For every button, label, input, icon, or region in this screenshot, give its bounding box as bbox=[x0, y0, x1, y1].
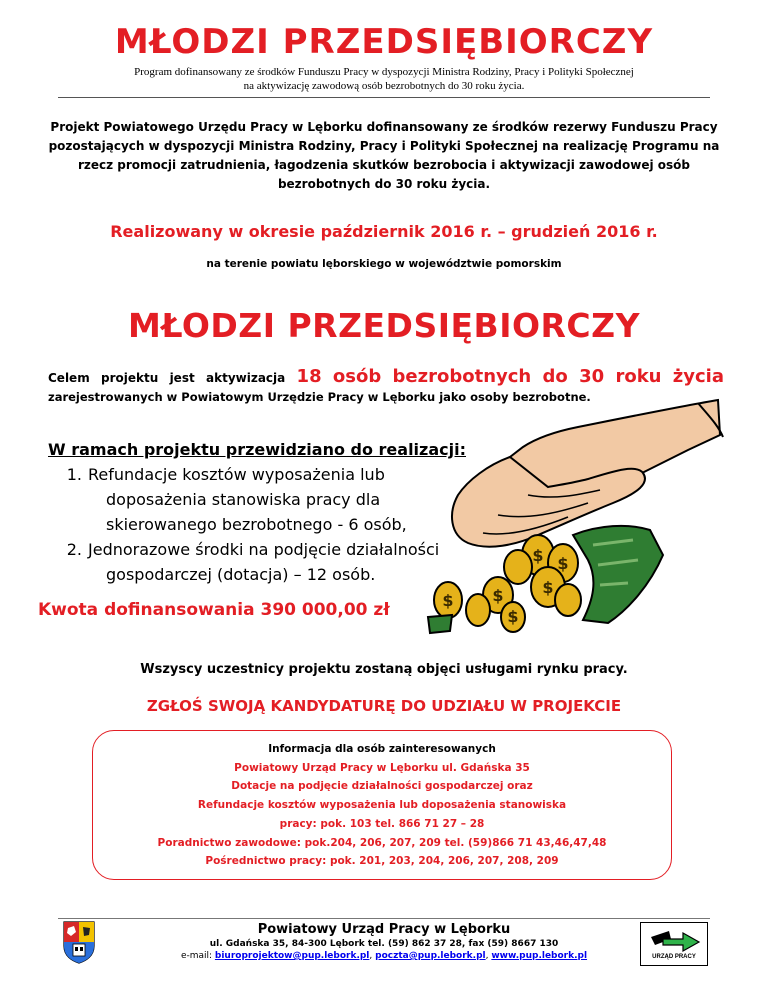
info-line: pracy: pok. 103 tel. 866 71 27 – 28 bbox=[279, 817, 485, 830]
goal-word: Celem bbox=[48, 371, 90, 385]
page-title: MŁODZI PRZEDSIĘBIORCZY bbox=[114, 22, 654, 62]
email-label: e-mail: bbox=[180, 951, 215, 961]
goal-highlight: życia bbox=[672, 366, 724, 387]
list-item-line: Jednorazowe środki na podjęcie działalności bbox=[88, 540, 440, 559]
urzad-pracy-logo bbox=[640, 922, 708, 966]
goal-word: aktywizacja bbox=[206, 371, 286, 385]
website-link[interactable]: www.pup.lebork.pl bbox=[491, 951, 588, 961]
info-line: Refundacje kosztów wyposażenia lub doposażenia stanowiska bbox=[197, 799, 567, 812]
goal-highlight: 18 bbox=[296, 366, 322, 387]
list-item bbox=[48, 537, 439, 587]
goal-highlight: 30 bbox=[579, 366, 605, 387]
program-line-1: Program dofinansowany ze środków Funduszu Pracy w dyspozycji Ministra Rodziny, Pracy i Polityki Społecznej bbox=[134, 66, 634, 78]
goal-highlight: osób bbox=[332, 366, 382, 387]
separator: , bbox=[485, 951, 492, 961]
goal-word: projektu bbox=[101, 371, 159, 385]
arrow-icon bbox=[641, 925, 707, 955]
separator: , bbox=[369, 951, 376, 961]
footer-address: ul. Gdańska 35, 84-300 Lębork tel. (59) 862 37 28, fax (59) 8667 130 bbox=[209, 939, 559, 949]
goal-highlight: do bbox=[542, 366, 568, 387]
info-line: Powiatowy Urząd Pracy w Lęborku ul. Gdańska 35 bbox=[234, 761, 530, 774]
all-participants-note: Wszyscy uczestnicy projektu zostaną objęci usługami rynku pracy. bbox=[140, 662, 628, 677]
list-item-line: doposażenia stanowiska pracy dla bbox=[106, 490, 381, 509]
logo-caption: URZĄD PRACY bbox=[652, 954, 696, 960]
list-number: 1. bbox=[66, 465, 82, 484]
footer-office-name: Powiatowy Urząd Pracy w Lęborku bbox=[257, 922, 511, 937]
info-content bbox=[92, 740, 672, 871]
plan-heading: W ramach projektu przewidziano do realizacji: bbox=[48, 440, 466, 459]
project-period: Realizowany w okresie październik 2016 r. – grudzień 2016 r. bbox=[110, 222, 658, 241]
svg-text:$: $ bbox=[532, 546, 544, 565]
goal-highlight: roku bbox=[615, 366, 662, 387]
info-line: Pośrednictwo pracy: pok. 201, 203, 204, 206, 207, 208, 209 bbox=[205, 855, 559, 868]
goal-word: jest bbox=[169, 371, 195, 385]
svg-text:$: $ bbox=[442, 591, 454, 610]
project-area: na terenie powiatu lęborskiego w województwie pomorskim bbox=[206, 258, 562, 270]
apply-call: ZGŁOŚ SWOJĄ KANDYDATURĘ DO UDZIAŁU W PROJEKCIE bbox=[146, 697, 622, 715]
header-divider bbox=[58, 97, 710, 98]
list-item-line: gospodarczej (dotacja) – 12 osób. bbox=[106, 565, 376, 584]
email-link[interactable]: biuroprojektow@pup.lebork.pl bbox=[214, 951, 370, 961]
list-number: 2. bbox=[66, 540, 82, 559]
program-line-2: na aktywizację zawodową osób bezrobotnych do 30 roku życia. bbox=[243, 80, 525, 92]
svg-text:$: $ bbox=[557, 554, 569, 573]
svg-text:$: $ bbox=[542, 578, 554, 597]
footer-divider bbox=[58, 918, 710, 919]
goal-highlight: bezrobotnych bbox=[392, 366, 532, 387]
list-item-line: Refundacje kosztów wyposażenia lub bbox=[88, 465, 385, 484]
goal-line-2: zarejestrowanych w Powiatowym Urzędzie Pracy w Lęborku jako osoby bezrobotne. bbox=[48, 390, 591, 404]
info-line: Dotacje na podjęcie działalności gospodarczej oraz bbox=[231, 780, 533, 793]
email-link[interactable]: poczta@pup.lebork.pl bbox=[375, 951, 486, 961]
goal-line-1 bbox=[48, 366, 724, 387]
intro-paragraph: Projekt Powiatowego Urzędu Pracy w Lęborku dofinansowany ze środków rezerwy Funduszu Pracy pozostających w dyspozycji Ministra Rodziny, Pracy i Polityki Społecznej na realizację Programu na rzecz promocji zatrudnienia, łagodzenia skutków bezrobocia i aktywizacji zawodowej osób bezrobotnych do 30 roku życia. bbox=[48, 120, 720, 191]
funding-amount: Kwota dofinansowania 390 000,00 zł bbox=[38, 600, 390, 620]
mid-title: MŁODZI PRZEDSIĘBIORCZY bbox=[128, 306, 640, 345]
info-header: Informacja dla osób zainteresowanych bbox=[268, 743, 496, 755]
info-line: Poradnictwo zawodowe: pok.204, 206, 207, 209 tel. (59)866 71 43,46,47,48 bbox=[157, 836, 607, 849]
svg-text:$: $ bbox=[492, 586, 504, 605]
svg-text:$: $ bbox=[507, 607, 519, 626]
plan-list bbox=[48, 462, 439, 587]
list-item bbox=[48, 462, 439, 537]
list-item-line: skierowanego bezrobotnego - 6 osób, bbox=[106, 515, 407, 534]
